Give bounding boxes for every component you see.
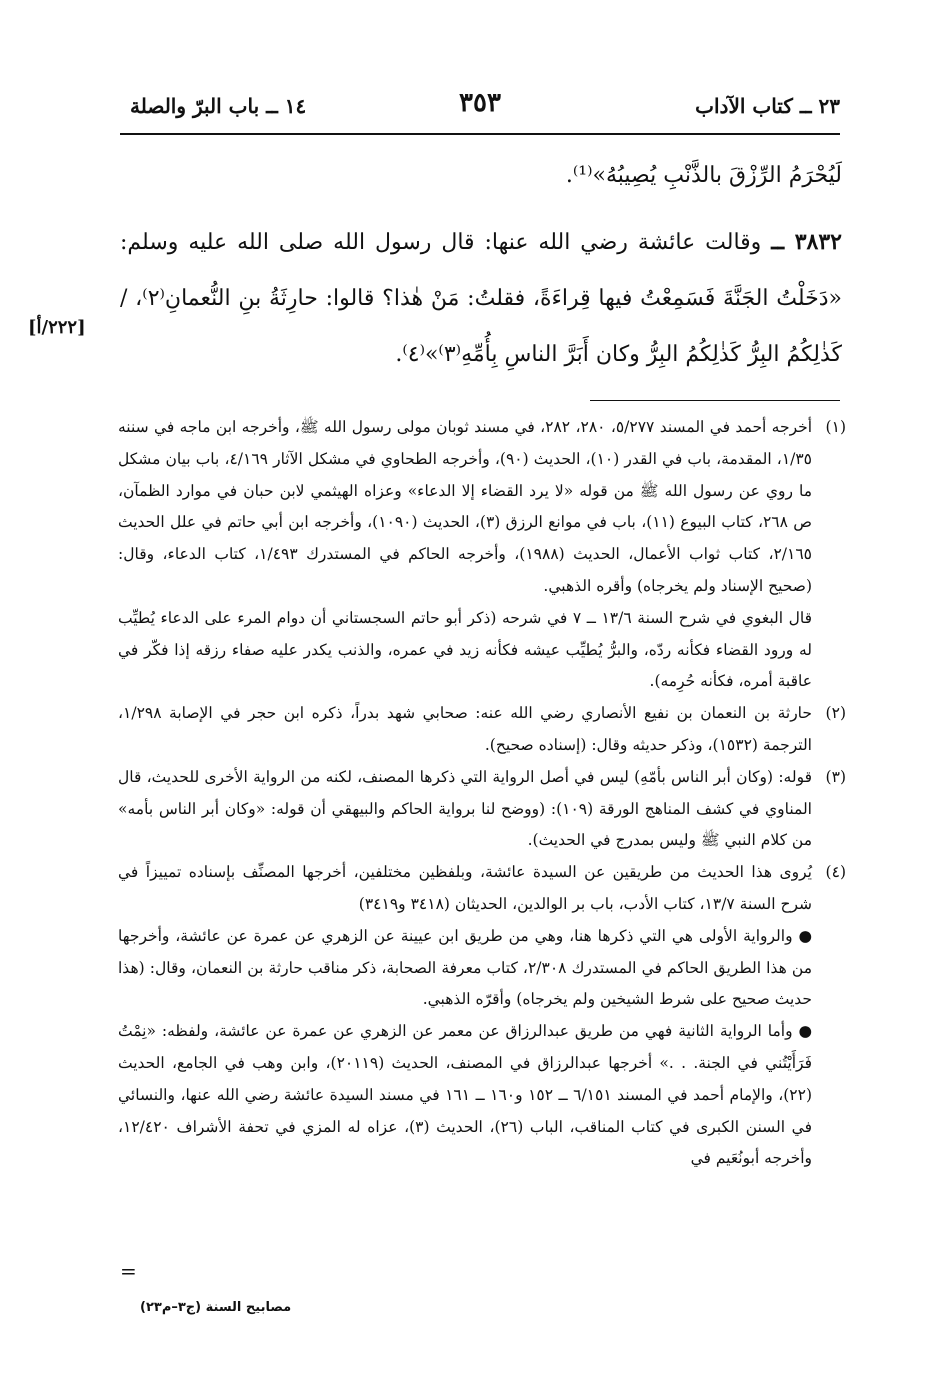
hadith-paragraph — [120, 214, 842, 383]
footnote-paragraph: قوله: (وكان أبر الناس بأمّهِ) ليس في أصل الرواية التي ذكرها المصنف، لكنه من الرواية الأخرى للحديث، قال المناوي في كشف المناهج الورقة (١٠٩): (ووضح لنا برواية الحاكم والبيهقي أن قوله: «وكان أبر الناس بأمه» من كلام النبي ﷺ وليس بمدرج في الحديث). — [118, 767, 812, 850]
manuscript-folio-ref: [٢٢٢/أ] — [28, 317, 86, 338]
footnote-number: (٢) — [825, 704, 846, 723]
main-text-top — [120, 148, 842, 204]
footnote-paragraph: حارثة بن النعمان بن نفيع الأنصاري رضي الله عنه: صحابي شهد بدراً، ذكره ابن حجر في الإصابة ١/٢٩٨، الترجمة (١٥٣٢)، وذكر حديثه وقال: (إسناده صحيح). — [118, 704, 812, 754]
footnote-paragraph: ● والرواية الأولى هي التي ذكرها هنا، وهي من طريق ابن عيينة عن الزهري عن عمرة عن عائشة، وأخرجها من هذا الطريق الحاكم في المستدرك ٢/٣٠٨، كتاب معرفة الصحابة، ذكر مناقب حارثة بن النعمان، وقال: (هذا حديث صحيح على شرط الشيخين ولم يخرجاه) وأقرّه الذهبي. — [118, 926, 812, 1009]
header-rule — [120, 133, 840, 135]
footnote-number: (٤) — [825, 863, 846, 882]
main-hadith — [120, 214, 842, 383]
footnote-number: (٣) — [825, 767, 846, 786]
continuation-mark: = — [120, 1259, 137, 1283]
footnote-paragraph: قال البغوي في شرح السنة ١٣/٦ ــ ٧ في شرحه (ذكر أبو حاتم السجستاني أن دوام المرء على الدعاء يُطيِّب له ورود القضاء فكأنه ردّه، والبرُّ يُطيِّب عيشه فكأنه زيد في عمره، والذنب يكدر عليه صفاء رزقه إذا فكّر في عاقبة أمره، فكأنه حُرِمه). — [118, 608, 813, 691]
footnote-3 — [118, 762, 846, 857]
footnote-number: (١) — [825, 418, 846, 436]
footnote-paragraph: يُروى هذا الحديث من طريقين عن السيدة عائشة، وبلفظين مختلفين، أخرجها المصنِّف بإسناده تمييزاً في شرح السنة ١٣/٧، كتاب الأدب، باب بر الوالدين، الحديثان (٣٤١٨ و٣٤١٩) — [118, 863, 812, 913]
footnote-rule — [590, 400, 840, 401]
running-head-section: ١٤ ــ باب البرّ والصلة — [130, 94, 307, 118]
footnote-2 — [118, 698, 846, 762]
hadith-text: وقالت عائشة رضي الله عنها: قال رسول الله صلى الله عليه وسلم: «دَخَلْتُ الجَنَّةَ فَسَمِعْتُ فيها قِراءَةً، فقلتُ: مَنْ هٰذا؟ قالوا: حارِثَةُ بنِ النُّعمانِ⁽٢⁾، / كَذٰلِكُمُ البِرُّ كَذٰلِكُمُ البِرُّ وكان أَبَرَّ الناسِ بِأُمِّهِ⁽٣⁾»⁽٤⁾. — [120, 230, 842, 367]
page-number: ٣٥٣ — [459, 88, 501, 118]
printer-signature: مصابيح السنة (ج٣–م٢٣) — [140, 1300, 292, 1315]
footnote-1 — [118, 412, 846, 698]
hadith-number: ٣٨٣٢ ــ — [771, 229, 842, 255]
continued-hadith-line: لَيُحْرَمُ الرِّزْقَ بالذَّنْبِ يُصِيبُهُ»⁽¹⁾. — [565, 163, 842, 188]
footnote-paragraph: أخرجه أحمد في المسند ٥/٢٧٧، ٢٨٠، ٢٨٢، في مسند ثوبان مولى رسول الله ﷺ، وأخرجه ابن ماجه في سننه ١/٣٥، المقدمة، باب في القدر (١٠)، الحديث (٩٠)، وأخرجه الطحاوي في مشكل الآثار ٤/١٦٩، باب بيان مشكل ما روي عن رسول الله ﷺ من قوله «لا يرد القضاء إلا الدعاء» وعزاه الهيثمي لابن حبان في موارد الظمآن، ص ٢٦٨، كتاب البيوع (١١)، باب في موانع الرزق (٣)، الحديث (١٠٩٠)، وأخرجه ابن أبي حاتم في علل الحديث ٢/١٦٥، كتاب ثواب الأعمال، الحديث (١٩٨٨)، وأخرجه الحاكم في المستدرك ١/٤٩٣، كتاب الدعاء، وقال: (صحيح الإسناد ولم يخرجاه) وأقره الذهبي. — [118, 418, 813, 595]
footnotes — [118, 412, 846, 1175]
page-header — [120, 88, 840, 128]
footnote-4 — [118, 857, 846, 1175]
running-head-chapter: ٢٣ ــ كتاب الآداب — [695, 94, 840, 118]
footnote-paragraph: ● وأما الرواية الثانية فهي من طريق عبدالرزاق عن معمر عن الزهري عن عمرة عن عائشة، ولفظه: «نِمْتُ فَرَأَيْتُني في الجنة. . .» أخرجها عبدالرزاق في المصنف، الحديث (٢٠١١٩)، وابن وهب في الجامع، الحديث (٢٢)، والإمام أحمد في المسند ٦/١٥١ ــ ١٥٢ و١٦٠ ــ ١٦١ في مسند السيدة عائشة رضي الله عنها، والنسائي في السنن الكبرى في كتاب المناقب، الباب (٢٦)، الحديث (٣)، عزاه له المزي في تحفة الأشراف ١٢/٤٢٠، وأخرجه أبونُعَيم في — [118, 1022, 813, 1168]
